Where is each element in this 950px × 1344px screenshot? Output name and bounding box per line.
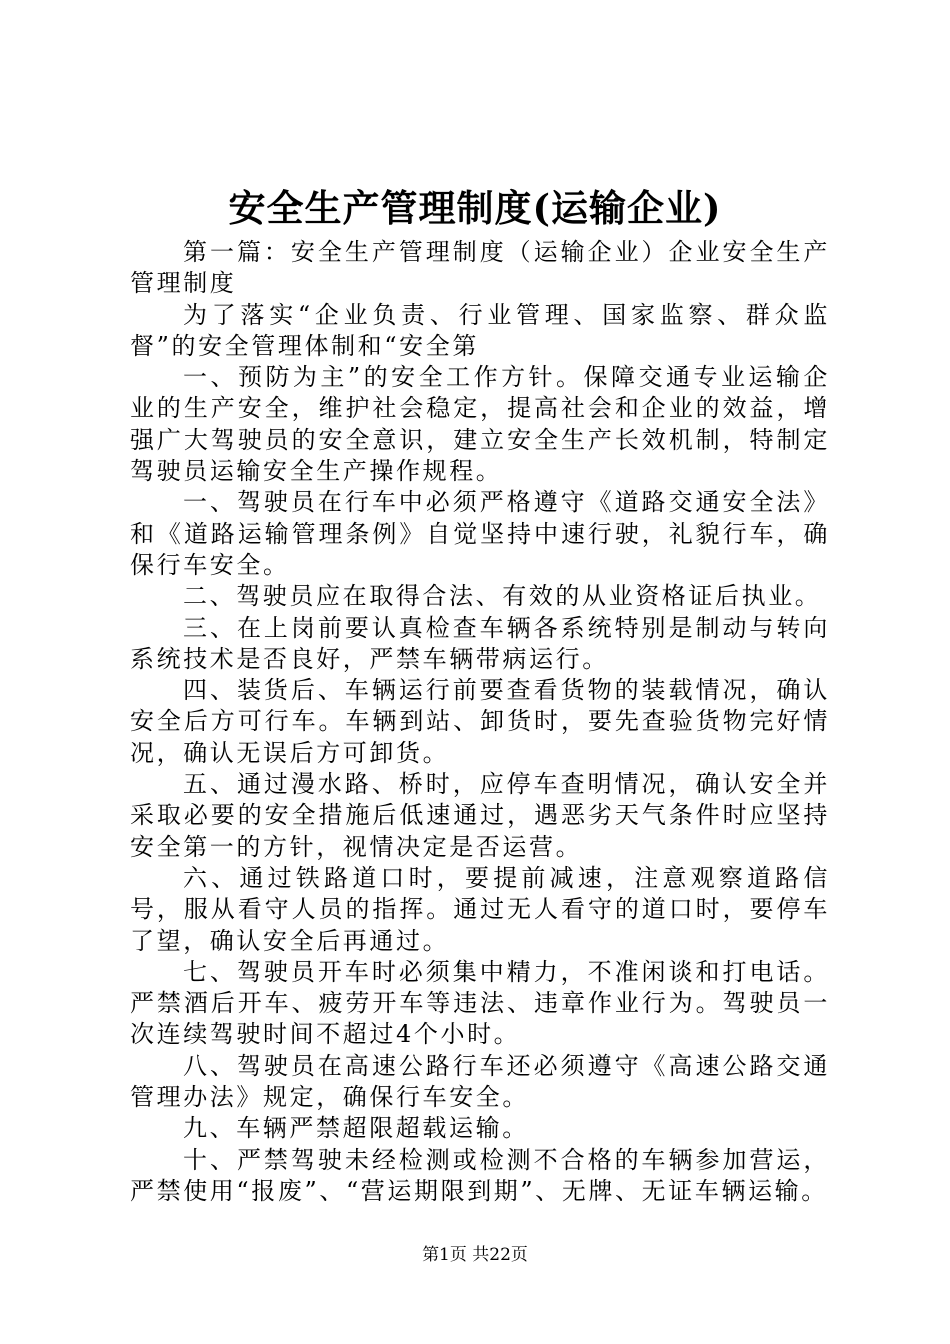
paragraph: 九、车辆严禁超限超载运输。 [183, 1114, 529, 1143]
paragraph: 一、驾驶员在行车中必须严格遵守《道路交通安全法》和《道路运输管理条例》自觉坚持中速行驶，礼貌行车，确保行车安全。 [130, 488, 830, 579]
paragraph: 第一篇：安全生产管理制度（运输企业）企业安全生产管理制度 [130, 238, 830, 298]
paragraph: 三、在上岗前要认真检查车辆各系统特别是制动与转向系统技术是否良好，严禁车辆带病运行。 [130, 613, 830, 673]
paragraph: 五、通过漫水路、桥时，应停车查明情况，确认安全并采取必要的安全措施后低速通过，遇恶劣天气条件时应坚持安全第一的方针，视情决定是否运营。 [130, 770, 830, 861]
paragraph: 四、装货后、车辆运行前要查看货物的装载情况，确认安全后方可行车。车辆到站、卸货时，要先查验货物完好情况，确认无误后方可卸货。 [130, 676, 830, 767]
paragraph: 为了落实“企业负责、行业管理、国家监察、群众监督”的安全管理体制和“安全第 [130, 300, 830, 360]
paragraph: 八、驾驶员在高速公路行车还必须遵守《高速公路交通管理办法》规定，确保行车安全。 [130, 1051, 830, 1112]
document-title: 安全生产管理制度(运输企业) [228, 186, 722, 230]
document-body [130, 237, 830, 1207]
paragraph: 十、严禁驾驶未经检测或检测不合格的车辆参加营运，严禁使用“报废”、“营运期限到期”、无牌、无证车辆运输。 [130, 1145, 830, 1205]
page-number-footer: 第1页 共22页 [422, 1245, 528, 1265]
paragraph: 七、驾驶员开车时必须集中精力，不准闲谈和打电话。严禁酒后开车、疲劳开车等违法、违章作业行为。驾驶员一次连续驾驶时间不超过4个小时。 [130, 957, 830, 1049]
paragraph: 六、通过铁路道口时，要提前减速，注意观察道路信号，服从看守人员的指挥。通过无人看守的道口时，要停车了望，确认安全后再通过。 [130, 863, 830, 955]
paragraph: 二、驾驶员应在取得合法、有效的从业资格证后执业。 [183, 582, 822, 611]
paragraph: 一、预防为主”的安全工作方针。保障交通专业运输企业的生产安全，维护社会稳定，提高社会和企业的效益，增强广大驾驶员的安全意识，建立安全生产长效机制，特制定驾驶员运输安全生产操作规程。 [130, 363, 830, 486]
